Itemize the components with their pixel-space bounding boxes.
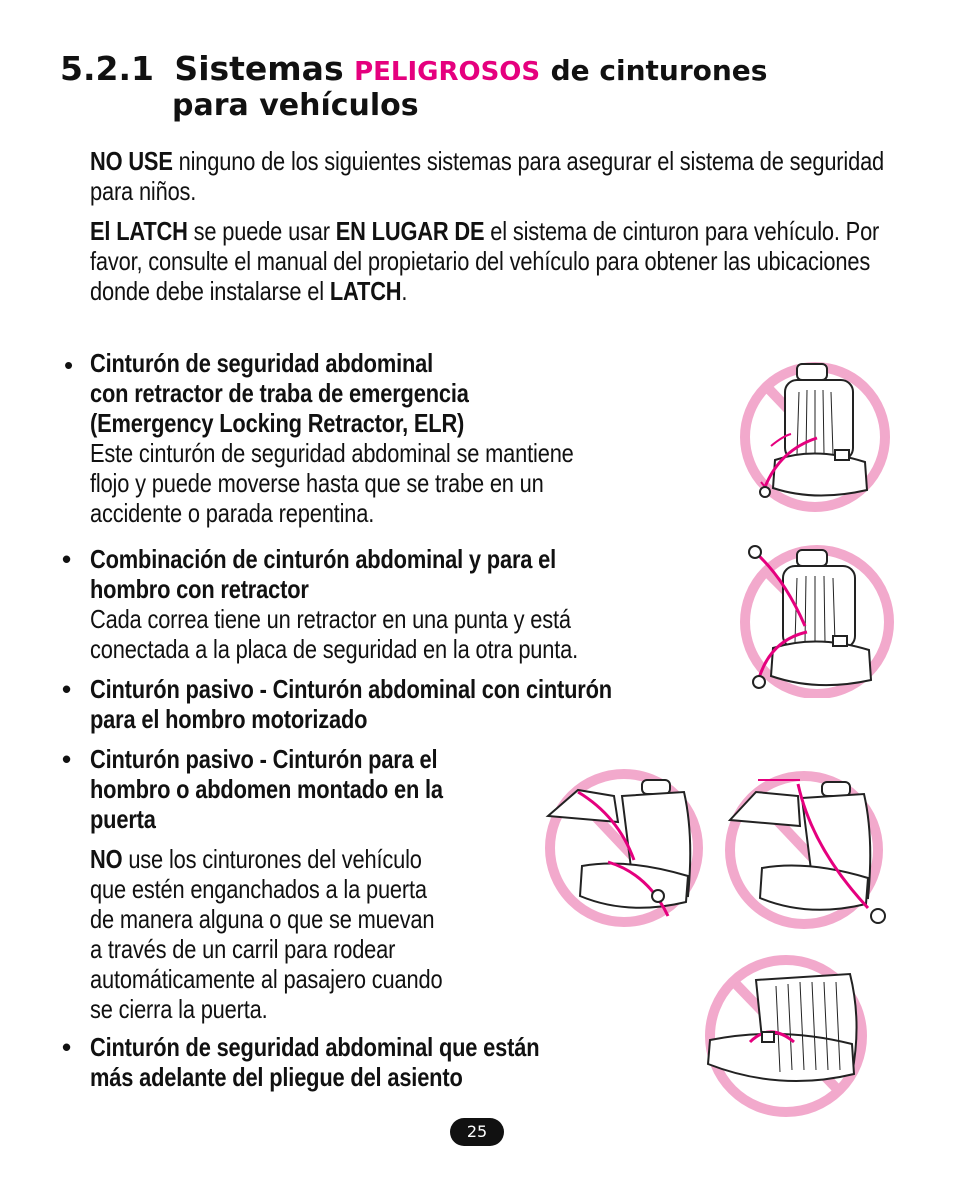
bullet-title: con retractor de traba de emergencia [90, 378, 469, 408]
bullet-item-combination [90, 544, 728, 664]
bullet-note: se cierra la puerta. [90, 994, 268, 1024]
bullet-note: automáticamente al pasajero cuando [90, 964, 443, 994]
bullet-note: de manera alguna o que se muevan [90, 904, 435, 934]
instead-label: EN LUGAR DE [335, 216, 485, 246]
section-number: 5.2.1 [60, 49, 154, 88]
bullet-note: use los cinturones del vehículo [122, 844, 422, 874]
prohibited-elr-seat-illustration [735, 362, 895, 512]
no-use-label: NO USE [90, 146, 173, 176]
prohibited-door-belt-illustration-1 [538, 766, 710, 928]
bullet-title: para el hombro motorizado [90, 704, 368, 734]
prohibited-door-belt-illustration-2 [718, 768, 890, 930]
bullet-marker: • [62, 1032, 72, 1062]
intro-p2-text3: . [401, 276, 408, 306]
bullet-title: (Emergency Locking Retractor, ELR) [90, 408, 465, 438]
page-number: 25 [450, 1118, 504, 1146]
bullet-title: puerta [90, 804, 156, 834]
bullet-title: hombro o abdomen montado en la [90, 774, 443, 804]
bullet-note: a través de un carril para rodear [90, 934, 396, 964]
bullet-item-door-mounted [90, 744, 560, 1024]
bullet-title: más adelante del pliegue del asiento [90, 1062, 463, 1092]
bullet-desc: accidente o parada repentina. [90, 498, 375, 528]
heading-line2: para vehículos [172, 88, 419, 123]
bullet-desc: flojo y puede moverse hasta que se trabe en un [90, 468, 544, 498]
bullet-title: Combinación de cinturón abdominal y para el [90, 544, 557, 574]
bullet-title: Cinturón de seguridad abdominal que están [90, 1032, 540, 1062]
bullet-desc: Este cinturón de seguridad abdominal se mantiene [90, 438, 574, 468]
section-heading [60, 49, 930, 123]
intro-p2-text1: se puede usar [187, 216, 336, 246]
bullet-item-motorized [90, 674, 728, 734]
heading-word: Sistemas [174, 49, 344, 88]
bullet-item-forward-lap-belt [90, 1032, 695, 1092]
prohibited-forward-lap-belt-illustration [700, 952, 870, 1120]
heading-rest: de cinturones [550, 54, 768, 87]
intro-p1-text: ninguno de los siguientes sistemas para asegurar el sistema de seguridad para niños. [90, 146, 885, 206]
bullet-desc: conectada a la placa de seguridad en la otra punta. [90, 634, 579, 664]
bullet-title: Cinturón pasivo - Cinturón abdominal con cinturón [90, 674, 612, 704]
bullet-marker: • [64, 350, 74, 380]
bullet-marker: • [62, 544, 72, 574]
bullet-title: hombro con retractor [90, 574, 309, 604]
bullet-note: que estén enganchados a la puerta [90, 874, 427, 904]
bullet-desc: Cada correa tiene un retractor en una punta y está [90, 604, 571, 634]
bullet-marker: • [62, 674, 72, 704]
intro-paragraph-1 [90, 146, 890, 206]
bullet-item-elr [90, 348, 720, 528]
prohibited-combination-seat-illustration [735, 540, 900, 698]
heading-highlight: PELIGROSOS [354, 57, 541, 87]
bullet-marker: • [62, 744, 72, 774]
latch-label: El LATCH [90, 216, 188, 246]
bullet-title: Cinturón pasivo - Cinturón para el [90, 744, 438, 774]
bullet-title: Cinturón de seguridad abdominal [90, 348, 434, 378]
latch-label-2: LATCH [329, 276, 402, 306]
intro-paragraph-2 [90, 216, 890, 306]
intro-p2-text2: el sistema de cinturon para vehículo. Por favor, consulte el manual del propietario del vehículo para obtener las ubicaciones donde debe instalarse el [90, 216, 880, 306]
no-label: NO [90, 844, 123, 874]
